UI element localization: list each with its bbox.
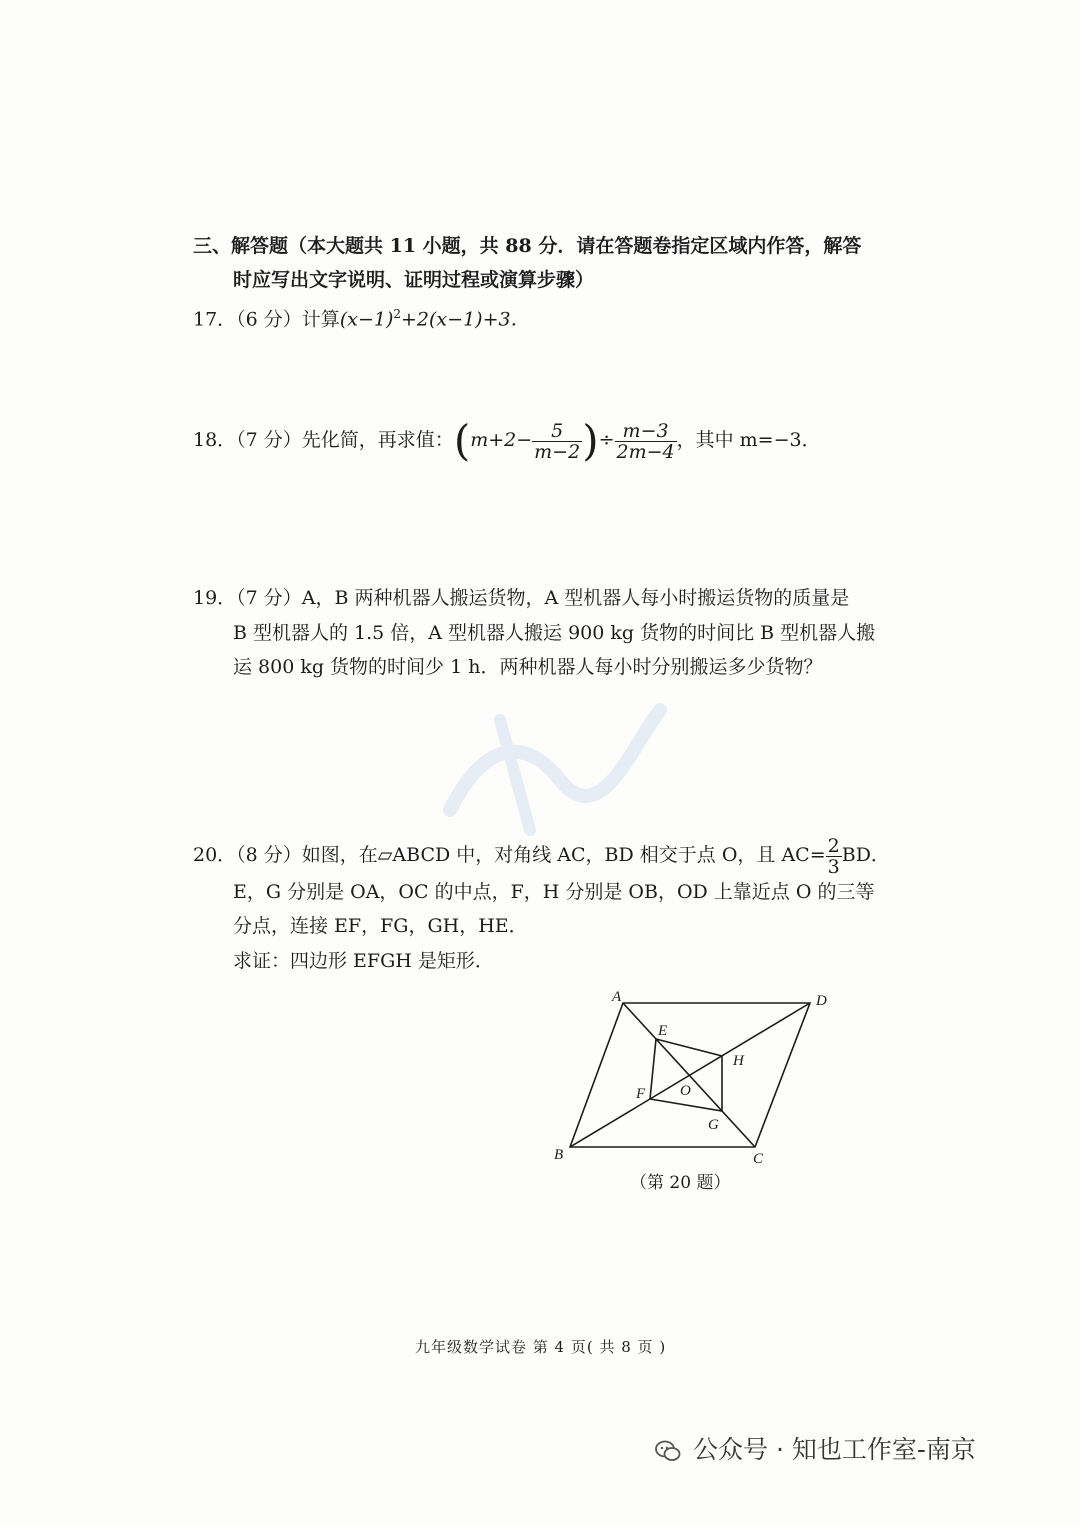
q17-exponent: 2: [393, 307, 402, 321]
label-c: C: [753, 1151, 764, 1167]
diagonal-bd: [570, 1003, 810, 1147]
figure-caption: （第 20 题）: [630, 1173, 731, 1193]
q18-prefix: 18．（7 分）先化简，再求值：: [193, 429, 454, 451]
q18-term: m+2−: [470, 429, 533, 451]
q20-frac-denominator: 3: [827, 855, 840, 878]
q20-fraction: [826, 836, 842, 877]
q18-fraction-1: [532, 421, 582, 462]
watermark-text: 公众号 · 知也工作室-南京: [693, 1435, 976, 1464]
section-title-line1: 三、解答题（本大题共 11 小题，共 88 分．请在答题卷指定区域内作答，解答: [193, 235, 862, 257]
label-b: B: [554, 1147, 564, 1163]
q18-suffix: ，其中 m=−3．: [676, 429, 821, 451]
q18-open-paren: (: [453, 416, 471, 465]
q18-close-paren: ): [582, 416, 599, 465]
question-18: [193, 416, 821, 465]
q18-f1-numerator: 5: [532, 421, 582, 442]
faint-watermark-logo: [440, 690, 670, 840]
question-20-line1: [193, 835, 890, 877]
label-f: F: [636, 1086, 646, 1102]
label-a: A: [612, 989, 622, 1005]
q17-expr-b: +2(x−1)+3．: [401, 308, 530, 331]
label-g: G: [708, 1117, 719, 1133]
question-17: [193, 302, 530, 331]
q19-line2: B 型机器人的 1.5 倍，A 型机器人搬运 900 kg 货物的时间比 B 型机器人搬: [233, 622, 876, 644]
page-footer: 九年级数学试卷 第 4 页( 共 8 页 ): [415, 1338, 667, 1356]
q20-line1-a: 20．（8 分）如图，在▱ABCD 中，对角线 AC，BD 相交于点 O，且 AC=: [193, 844, 826, 866]
q20-line4: 求证：四边形 EFGH 是矩形．: [233, 950, 494, 972]
label-h: H: [733, 1053, 744, 1069]
wechat-watermark: [655, 1430, 976, 1466]
q17-prefix: 17．（6 分）计算: [193, 308, 340, 331]
q19-line1: 19．（7 分）A，B 两种机器人搬运货物，A 型机器人每小时搬运货物的质量是: [193, 587, 850, 609]
wechat-icon: [655, 1438, 681, 1464]
section-title-line2: 时应写出文字说明、证明过程或演算步骤）: [233, 269, 595, 291]
q20-frac-numerator: 2: [827, 834, 840, 857]
q18-f2-numerator: m−3: [615, 421, 677, 442]
q18-f2-denominator: 2m−4: [616, 440, 675, 463]
parallelogram-figure: [540, 985, 840, 1175]
q19-line3: 运 800 kg 货物的时间少 1 h．两种机器人每小时分别搬运多少货物？: [233, 656, 823, 678]
q18-f1-denominator: m−2: [534, 440, 581, 463]
q18-divide: ÷: [598, 429, 615, 451]
label-d: D: [816, 993, 827, 1009]
q17-expr-a: (x−1): [339, 308, 394, 331]
q20-line2: E，G 分别是 OA，OC 的中点，F，H 分别是 OB，OD 上靠近点 O 的三等: [233, 881, 875, 903]
q20-line1-b: BD．: [841, 844, 890, 866]
q18-fraction-2: [615, 421, 677, 462]
label-o: O: [680, 1083, 691, 1099]
q20-line3: 分点，连接 EF，FG，GH，HE．: [233, 915, 528, 937]
label-e: E: [658, 1023, 668, 1039]
